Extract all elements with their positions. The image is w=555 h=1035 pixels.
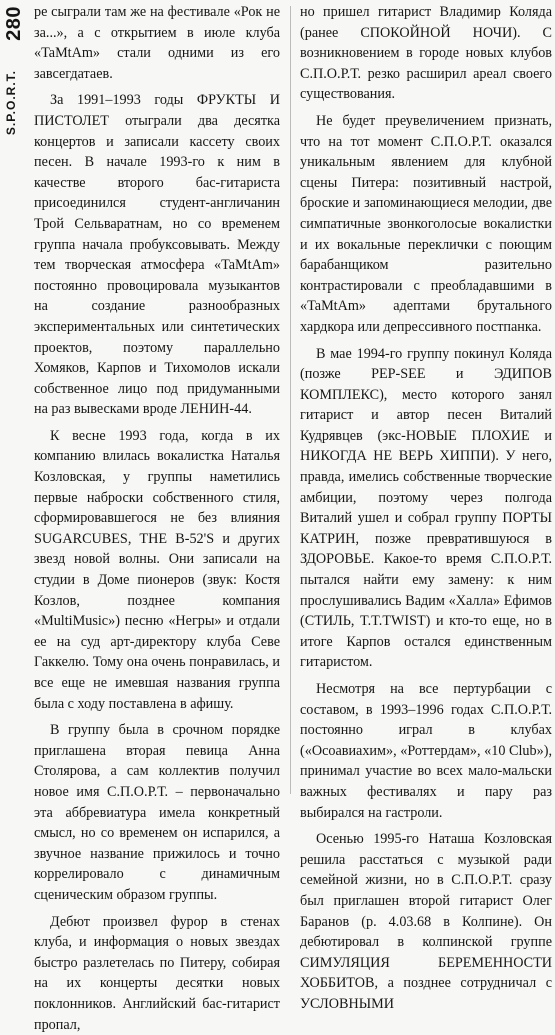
running-head: S.P.O.R.T.: [4, 70, 18, 136]
text-column-left: [34, 2, 280, 1033]
paragraph: За 1991–1993 годы ФРУКТЫ И ПИСТОЛЕТ отыграли два десятка концертов и записали кассету своих песен. В начале 1993-го к ним в качестве второго бас-гитариста присоединился студент-англичанин Трой Сельваратнам, но со временем группа начала пробуксовывать. Между тем творческая атмосфера «TaMtAm» постоянно провоцировала музыкантов на создание разнообразных экспериментальных или синтетических проектов, поэтому параллельно Хомяков, Карпов и Тихомолов искали собственное лицо под придуманными на раз вывесками вроде ЛЕНИН-44.: [34, 92, 280, 418]
paragraph: Дебют произвел фурор в стенах клуба, и информация о новых звездах быстро разлетелась по Питеру, собирая на их концерты десятки новых поклонников. Английский бас-гитарист пропал,: [34, 913, 280, 1033]
paragraph: В мае 1994-го группу покинул Коляда (позже PEP-SEE и ЭДИПОВ КОМПЛЕКС), место которого занял гитарист и автор песен Виталий Кудрявцев (экс-НОВЫЕ ПЛОХИЕ и НИКОГДА НЕ ВЕРЬ ХИППИ). У него, правда, имелись собственные творческие амбиции, поэтому через полгода Виталий ушел и собрал группу ПОРТЫ КАТРИН, позже превратившуюся в ЗДОРОВЬЕ. Какое-то время С.П.О.Р.Т. пытался найти ему замену: к ним прослушивались Вадим «Халла» Ефимов (СТИЛЬ, T.T.TWIST) и кто-то еще, но в итоге Карпов остался единственным гитаристом.: [300, 345, 552, 671]
paragraph: Не будет преувеличением признать, что на тот момент С.П.О.Р.Т. оказался уникальным явлением для клубной сцены Питера: позитивный настрой, броские и запоминающиеся мелодии, две симпатичные звонкоголосые вокалистки и их вокальные переклички с поющим барабанщиком разительно контрастировали с преобладавшими в «TaMtAm» адептами брутального хардкора или депрессивного постпанка.: [300, 112, 552, 335]
paragraph: Осенью 1995-го Наташа Козловская решила расстаться с музыкой ради семейной жизни, но в С.П.О.Р.Т. сразу был приглашен второй гитарист Олег Баранов (р. 4.03.68 в Колпине). Он дебютировал в колпинской группе СИМУЛЯЦИЯ БЕРЕМЕННОСТИ ХОББИТОВ, а позднее сотрудничал с УСЛОВНЫМИ: [300, 831, 552, 1012]
paragraph: К весне 1993 года, когда в их компанию влилась вокалистка Наталья Козловская, у группы наметились первые наброски собственного стиля, сформировавшегося не без влияния SUGARCUBES, THE B-52'S и других звезд новой волны. Они записали на студии в Доме пионеров (звук: Костя Козлов, позднее компания «MultiMusic») песню «Негры» и отдали ее на суд арт-директору клуба Севе Гаккелю. Тому она очень понравилась, и все еще не имевшая названия группа была с ходу поставлена в афишу.: [34, 427, 280, 712]
paragraph: ре сыграли там же на фестивале «Рок не за...», а с открытием в июле клуба «TaMtAm» стали одними из его завсегдатаев.: [34, 4, 280, 82]
column-divider: [290, 6, 291, 794]
page-sidebar: [0, 0, 24, 800]
paragraph: Несмотря на все пертурбации с составом, в 1993–1996 годах С.П.О.Р.Т. постоянно играл в клубах («Осоавиахим», «Роттердам», «10 Club»), принимал участие во всех мало-мальски важных фестивалях и пару раз выбирался на гастроли.: [300, 681, 552, 821]
paragraph: но пришел гитарист Владимир Коляда (ранее СПОКОЙНОЙ НОЧИ). С возникновением в городе новых клубов С.П.О.Р.Т. резко расширил ареал своего существования.: [300, 4, 552, 103]
text-column-right: [300, 2, 552, 1012]
page-number: 280: [3, 6, 25, 41]
paragraph: В группу была в срочном порядке приглашена вторая певица Анна Столярова, а сам коллектив получил новое имя С.П.О.Р.Т. – первоначально эта аббревиатура имела конкретный смысл, но со временем он испарился, а звучное название прижилось и точно коррелировало с динамичным сценическим образом группы.: [34, 722, 280, 903]
